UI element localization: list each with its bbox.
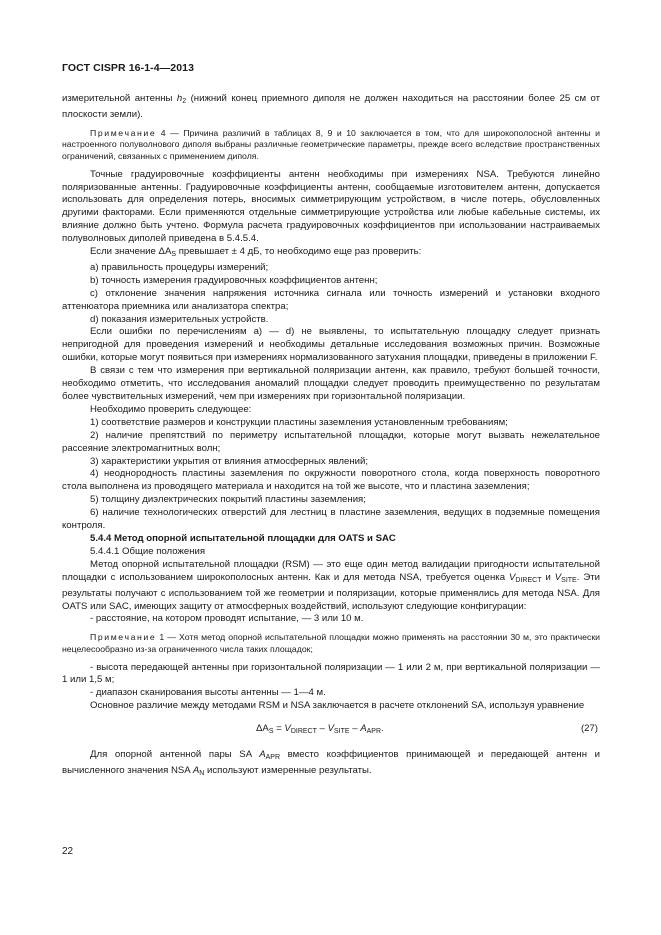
subsection-heading: 5.4.4.1 Общие положения [90,545,206,557]
list-item: 4) неоднородность пластины заземления по окружности поворотного стола, когда поверхность поворотного стола выполнена из проводящего материала и находится на той же высоте, что и пластина заземления; [62,468,600,493]
paragraph-errors: Если ошибки по перечислениям а) — d) не выявлены, то испытательную площадку следует признать непригодной для проведения измерений и необходимы детальные исследования возможных причин. Возможные ошибки, которые могут появиться при измерениях нормализованного затухания площадки, приведены в приложении F. [62,326,600,364]
list-item: 5) толщину диэлектрических покрытий пластины заземления; [90,494,366,506]
list-item: 2) наличие препятствий по периметру испытательной площадки, которые могут вызвать нежелательное рассеяние электромагнитных волн; [62,429,600,454]
page-number: 22 [62,846,74,857]
document-body [62,93,600,781]
note-4: Примечание 4 — Причина различий в таблицах 8, 9 и 10 заключается в том, что для широкополосной антенны и настроенного полуволнового диполя выбраны различные геометрические параметры, прежде всего вследствие пространственных ограничений, связанных с применением диполя. [62,127,600,161]
list-item: b) точность измерения градуировочных коэффициентов антенн; [90,274,378,286]
equation-27 [62,718,600,742]
section-heading: 5.4.4 Метод опорной испытательной площадки для OATS и SAC [90,532,396,544]
paragraph-deviation-check: Если значение $\Delta A_S$ превышает ± 4 дБ, то необходимо еще раз проверить: [90,246,422,259]
list-item: d) показания измерительных устройств. [90,313,269,325]
list-item: c) отклонение значения напряжения источника сигнала или точность измерений и установки входного аттенюатора приемника или анализатора спектра; [62,287,600,312]
paragraph-vertical-polarization: В связи с тем что измерения при вертикальной поляризации антенн, как правило, требуют большей точности, необходимо отметить, что исследования аномалий площадки следует проводить преимущественно по результатам более чувствительных измерений, чем при измерениях при горизонтальной поляризации. [62,365,600,402]
equation-number: (27) [580,723,598,735]
list-item: - диапазон сканирования высоты антенны — 1—4 м. [90,687,326,699]
paragraph-antenna-height: измерительной антенны $h_2$ (нижний конец приемного диполя не должен находиться на расстоянии более 25 см от плоскости земли). [62,93,600,120]
list-item: 3) характеристики укрытия от влияния атмосферных явлений; [90,455,369,467]
paragraph-check-intro: Необходимо проверить следующее: [90,403,252,415]
list-item: 1) соответствие размеров и конструкции пластины заземления установленным требованиям; [90,416,508,428]
list-item: - высота передающей антенны при горизонтальной поляризации — 1 или 2 м, при вертикальной поляризации — 1 или 1,5 м; [62,661,600,686]
list-item: a) правильность процедуры измерений; [90,261,269,273]
paragraph-difference: Основное различие между методами RSM и NSA заключается в расчете отклонений SA, используя уравнение [90,700,585,712]
list-item: - расстояние, на котором проводят испытание, — 3 или 10 м. [90,613,364,625]
list-item: 6) наличие технологических отверстий для лестниц в пластине заземления, ведущих в подземные помещения контроля. [62,507,600,532]
paragraph-final: Для опорной антенной пары SA $A_{APR}$ вместо коэффициентов принимающей и передающей антенн и вычисленного значения NSA $A_N$ используют измеренные результаты. [62,749,600,778]
note-1: Примечание 1 — Хотя метод опорной испытательной площадки можно применять на расстоянии 30 м, это практически нецелесообразно из-за ограниченного числа таких площадок; [62,632,600,654]
document-header: ГОСТ CISPR 16-1-4—2013 [62,62,195,74]
paragraph-calibration: Точные градуировочные коэффициенты антенн необходимы при измерениях NSA. Требуются линейно поляризованные антенны. Градуировочные коэффициенты антенн, сообщаемые изготовителем антенн, допускается использовать для определения потерь, вносимых симметрирующим устройством, в числе потерь, обусловленных другими факторами. Если применяются отдельные симметрирующие устройства или любые кабельные системы, их влияние должно быть учтено. Формула расчета градуировочных коэффициентов при использовании настраиваемых полуволновых диполей приведена в 5.4.5.4. [62,168,600,245]
equation-body: $\Delta A_S = V_{DIRECT} - V_{SITE} - A_{APR}$. [256,723,384,736]
paragraph-rsm: Метод опорной испытательной площадки (RSM) — это еще один метод валидации пригодности испытательной площадки с использованием широкополосных антенн. Как и для метода NSA, требуется оценка $V_{DIRECT}$ и $V_{SITE}$. Эти результаты получают с использованием той же геометрии и поляризации, которые применялись для метода NSA. Для OATS или SAC, имеющих защиту от атмосферных воздействий, используют следующие конфигурации: [62,558,600,612]
